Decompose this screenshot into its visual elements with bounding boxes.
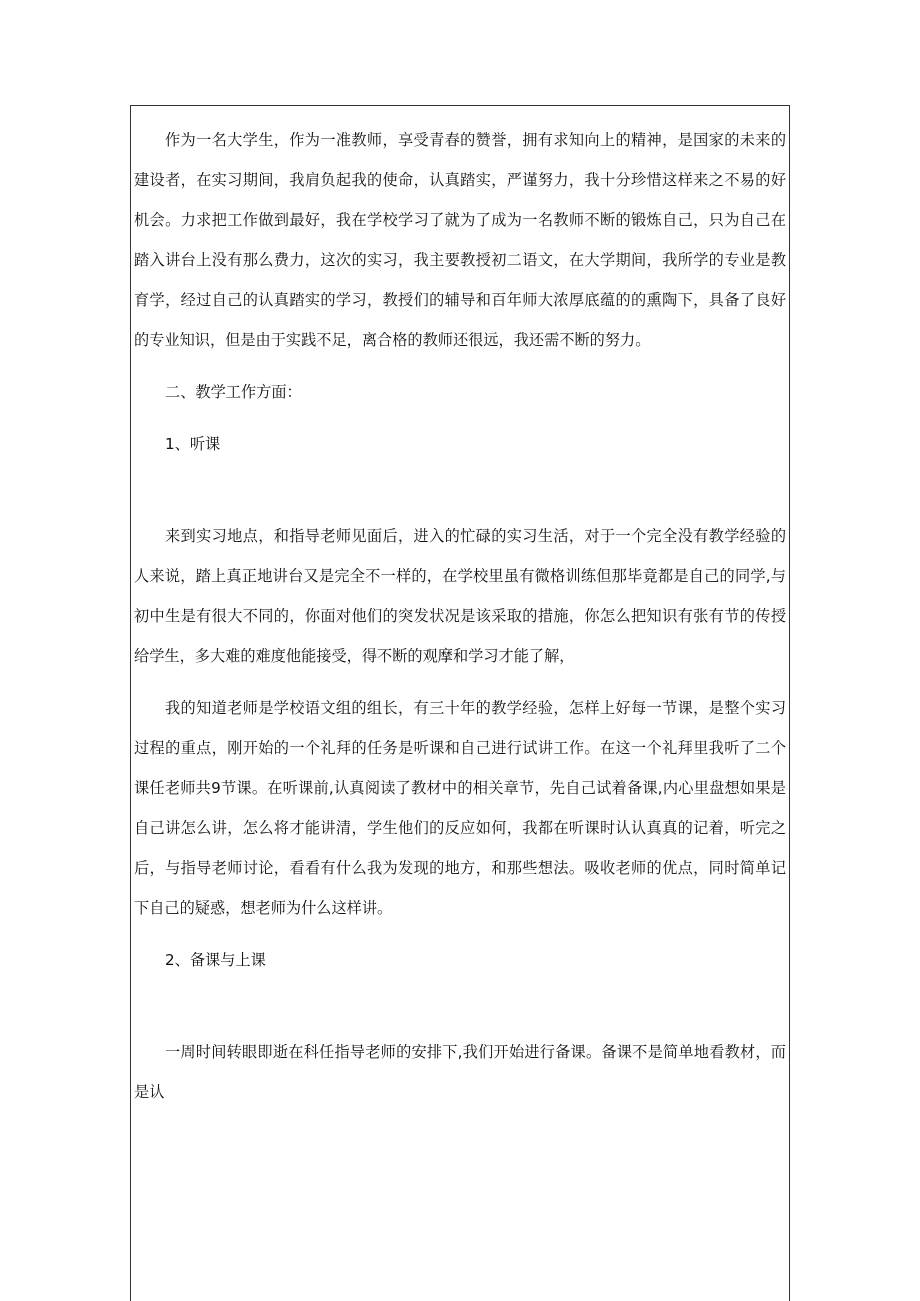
paragraph-intro: 作为一名大学生，作为一准教师，享受青春的赞誉，拥有求知向上的精神，是国家的未来的建设者，在实习期间，我肩负起我的使命，认真踏实，严谨努力，我十分珍惜这样来之不易的好机会。力求把工作做到最好，我在学校学习了就为了成为一名教师不断的锻炼自己，只为自己在踏入讲台上没有那么费力，这次的实习，我主要教授初二语文，在大学期间，我所学的专业是教育学，经过自己的认真踏实的学习，教授们的辅导和百年师大浓厚底蕴的的熏陶下，具备了良好的专业知识，但是由于实践不足，离合格的教师还很远，我还需不断的努力。 xyxy=(134,131,786,349)
paragraph-arrival: 来到实习地点，和指导老师见面后，进入的忙碌的实习生活，对于一个完全没有教学经验的人来说，踏上真正地讲台又是完全不一样的，在学校里虽有微格训练但那毕竟都是自己的同学,与初中生是有很大不同的，你面对他们的突发状况是该采取的措施，你怎么把知识有张有节的传授给学生，多大难的难度他能接受，得不断的观摩和学习才能了解， xyxy=(134,527,786,665)
document-page xyxy=(130,105,790,1301)
document-body xyxy=(134,120,786,1112)
subheading-listening-class: 1、听课 xyxy=(165,435,221,453)
paragraph-lesson-prep: 一周时间转眼即逝在科任指导老师的安排下,我们开始进行备课。备课不是简单地看教材，而是认 xyxy=(134,1043,786,1101)
subheading-lesson-prep: 2、备课与上课 xyxy=(165,951,266,969)
section-heading-teaching-work: 二、教学工作方面： xyxy=(165,383,302,401)
paragraph-mentor: 我的知道老师是学校语文组的组长，有三十年的教学经验，怎样上好每一节课，是整个实习过程的重点，刚开始的一个礼拜的任务是听课和自己进行试讲工作。在这一个礼拜里我听了二个课任老师共9节课。在听课前,认真阅读了教材中的相关章节，先自己试着备课,内心里盘想如果是自己讲怎么讲，怎么将才能讲清，学生他们的反应如何，我都在听课时认认真真的记着，听完之后，与指导老师讨论，看看有什么我为发现的地方，和那些想法。吸收老师的优点，同时简单记下自己的疑惑，想老师为什么这样讲。 xyxy=(134,699,786,917)
